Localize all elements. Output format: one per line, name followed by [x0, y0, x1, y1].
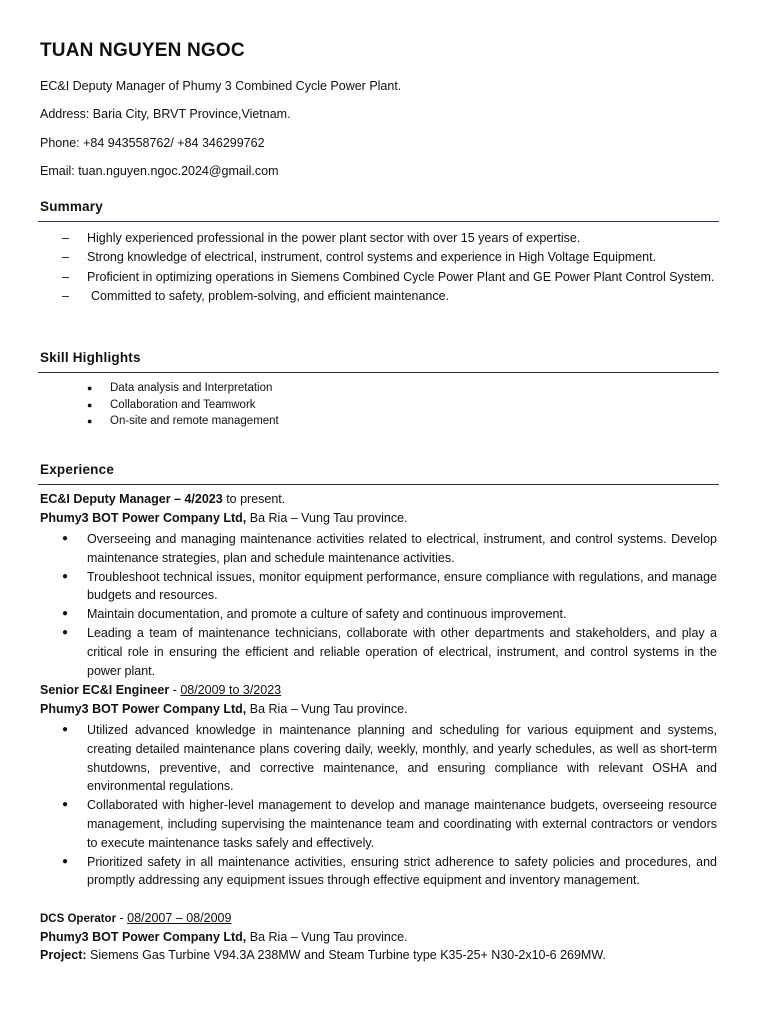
- job-company: Phumy3 BOT Power Company Ltd,: [40, 702, 247, 716]
- job-period: to present.: [222, 492, 286, 506]
- job-duties-list: [40, 530, 717, 680]
- job-duty: ● Overseeing and managing maintenance activities related to electrical, instrument, and control systems. Develop maintenance strategies, plan and schedule maintenance activities.: [62, 532, 717, 565]
- email: Email: tuan.nguyen.ngoc.2024@gmail.com: [40, 164, 279, 178]
- address: Address: Baria City, BRVT Province,Vietnam.: [40, 107, 291, 121]
- summary-divider: [38, 221, 719, 222]
- summary-list: [40, 229, 717, 306]
- job-duties-list: [40, 721, 717, 890]
- phone: Phone: +84 943558762/ +84 346299762: [40, 136, 265, 150]
- job-location: Ba Ria – Vung Tau province.: [246, 930, 408, 944]
- skills-list: [40, 380, 717, 430]
- job-title: DCS Operator: [40, 913, 117, 925]
- experience-divider: [38, 484, 719, 485]
- job-duty: ● Collaborated with higher-level management to develop and manage maintenance budgets, overseeing resource management, including supervising the maintenance team and coordinating with external contractors or vendors to execute maintenance tasks safely and effectively.: [62, 798, 717, 850]
- skill-item: ● On-site and remote management: [87, 415, 279, 427]
- summary-heading: Summary: [40, 199, 103, 214]
- job-company-line: [40, 702, 408, 716]
- job-company: Phumy3 BOT Power Company Ltd,: [40, 511, 247, 525]
- skills-divider: [38, 372, 719, 373]
- job-duty: ● Maintain documentation, and promote a culture of safety and continuous improvement.: [62, 607, 567, 622]
- job-location: Ba Ria – Vung Tau province.: [246, 702, 408, 716]
- job-duty: ● Prioritized safety in all maintenance activities, ensuring strict adherence to safety policies and procedures, and promptly addressing any equipment issues through effective equipment and inventory management.: [62, 854, 717, 888]
- job-company-line: [40, 930, 408, 944]
- job-company-line: [40, 511, 408, 525]
- job-duty: ● Leading a team of maintenance technicians, collaborate with other departments and stakeholders, and play a critical role in ensuring the efficient and reliable operation of electrical, instrument, and control systems in the power plant.: [62, 625, 717, 678]
- job-title-line: DCS Operator - 08/2007 – 08/2009: [40, 911, 232, 925]
- project-description: Siemens Gas Turbine V94.3A 238MW and Steam Turbine type K35-25+ N30-2x10-6 269MW.: [86, 948, 606, 962]
- job-duty: ● Troubleshoot technical issues, monitor equipment performance, ensure compliance with regulations, and manage budgets and resources.: [62, 569, 717, 603]
- summary-item: – Committed to safety, problem-solving, and efficient maintenance.: [62, 288, 450, 303]
- job-location: Ba Ria – Vung Tau province.: [246, 511, 408, 525]
- job-title: EC&I Deputy Manager – 4/2023: [40, 492, 223, 506]
- job-period: 08/2009 to 3/2023: [180, 683, 282, 697]
- skill-item: ● Collaboration and Teamwork: [87, 398, 256, 411]
- job-project-line: [40, 948, 606, 962]
- job-title-line: [40, 492, 285, 506]
- skills-heading: Skill Highlights: [40, 350, 141, 365]
- summary-item: – Proficient in optimizing operations in Siemens Combined Cycle Power Plant and GE Power Plant Control System.: [62, 269, 715, 284]
- job-duty: ● Utilized advanced knowledge in maintenance planning and scheduling for various equipment and systems, creating detailed maintenance plans covering daily, weekly, monthly, and yearly schedules, as well as short-term shutdowns, preventive, and corrective maintenance, and ensuring compliance with relevant OSHA and environmental regulations.: [62, 723, 717, 794]
- project-label: Project:: [40, 948, 87, 962]
- job-title-line: Senior EC&I Engineer - 08/2009 to 3/2023: [40, 683, 282, 697]
- summary-item: – Highly experienced professional in the power plant sector with over 15 years of expertise.: [62, 231, 581, 245]
- skill-item: ● Data analysis and Interpretation: [87, 382, 273, 394]
- job-title: Senior EC&I Engineer: [40, 683, 170, 697]
- candidate-name: TUAN NGUYEN NGOC: [40, 40, 245, 61]
- current-role: EC&I Deputy Manager of Phumy 3 Combined Cycle Power Plant.: [40, 79, 402, 93]
- experience-heading: Experience: [40, 462, 115, 477]
- job-period: 08/2007 – 08/2009: [127, 911, 232, 925]
- job-company: Phumy3 BOT Power Company Ltd,: [40, 930, 247, 944]
- summary-item: – Strong knowledge of electrical, instrument, control systems and experience in High Voltage Equipment.: [62, 250, 657, 265]
